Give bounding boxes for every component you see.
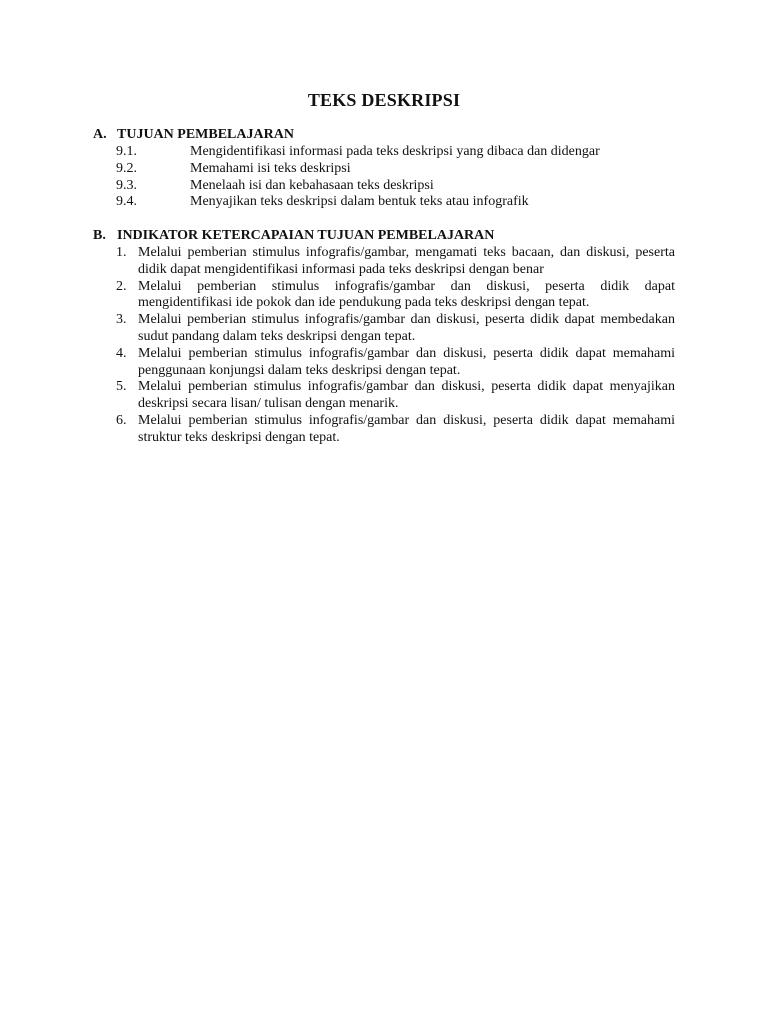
list-item <box>93 379 675 413</box>
item-text: Melalui pemberian stimulus infografis/gambar dan diskusi, peserta didik dapat memahami penggunaan konjungsi dalam teks deskripsi dengan tepat. <box>138 345 675 378</box>
item-number: 9.3. <box>116 177 137 193</box>
objective-list <box>93 144 675 211</box>
section-letter: A. <box>93 127 107 142</box>
item-number: 1. <box>116 245 127 260</box>
indicator-list <box>93 245 675 447</box>
section-heading <box>93 227 675 245</box>
item-text: Mengidentifikasi informasi pada teks deskripsi yang dibaca dan didengar <box>190 144 600 159</box>
item-text: Melalui pemberian stimulus infografis/gambar dan diskusi, peserta didik dapat mengidentifikasi ide pokok dan ide pendukung pada teks deskripsi dengan tepat. <box>138 278 675 311</box>
list-item <box>93 346 675 380</box>
item-number: 9.4. <box>116 194 137 210</box>
item-text: Menyajikan teks deskripsi dalam bentuk teks atau infografik <box>190 194 529 210</box>
list-item <box>93 194 675 211</box>
section-learning-objectives <box>93 126 675 211</box>
item-number: 3. <box>116 312 127 328</box>
item-text: Melalui pemberian stimulus infografis/gambar dan diskusi, peserta didik dapat membedakan sudut pandang dalam teks deskripsi dengan tepat. <box>138 312 675 344</box>
item-number: 9.1. <box>116 144 137 159</box>
item-text: Memahami isi teks deskripsi <box>190 160 351 176</box>
section-letter: B. <box>93 228 106 243</box>
item-text: Melalui pemberian stimulus infografis/gambar dan diskusi, peserta didik dapat memahami struktur teks deskripsi dengan tepat. <box>138 412 675 445</box>
item-text: Menelaah isi dan kebahasaan teks deskripsi <box>190 177 434 193</box>
list-item <box>93 279 675 313</box>
list-item <box>93 245 675 279</box>
list-item <box>93 178 675 195</box>
item-number: 2. <box>116 278 127 294</box>
section-title: TUJUAN PEMBELAJARAN <box>117 127 294 142</box>
section-heading <box>93 126 675 144</box>
section-achievement-indicators <box>93 227 675 447</box>
list-item <box>93 144 675 161</box>
item-text: Melalui pemberian stimulus infografis/gambar dan diskusi, peserta didik dapat menyajikan deskripsi secara lisan/ tulisan dengan menarik. <box>138 379 675 412</box>
item-number: 6. <box>116 412 127 428</box>
item-number: 4. <box>116 345 127 361</box>
list-item <box>93 413 675 447</box>
item-number: 9.2. <box>116 160 137 176</box>
item-number: 5. <box>116 379 127 395</box>
section-title: INDIKATOR KETERCAPAIAN TUJUAN PEMBELAJARAN <box>117 228 495 243</box>
item-text: Melalui pemberian stimulus infografis/gambar, mengamati teks bacaan, dan diskusi, peserta didik dapat mengidentifikasi informasi pada teks deskripsi dengan benar <box>138 245 675 277</box>
document-title: TEKS DESKRIPSI <box>307 90 461 110</box>
list-item <box>93 312 675 346</box>
list-item <box>93 161 675 178</box>
